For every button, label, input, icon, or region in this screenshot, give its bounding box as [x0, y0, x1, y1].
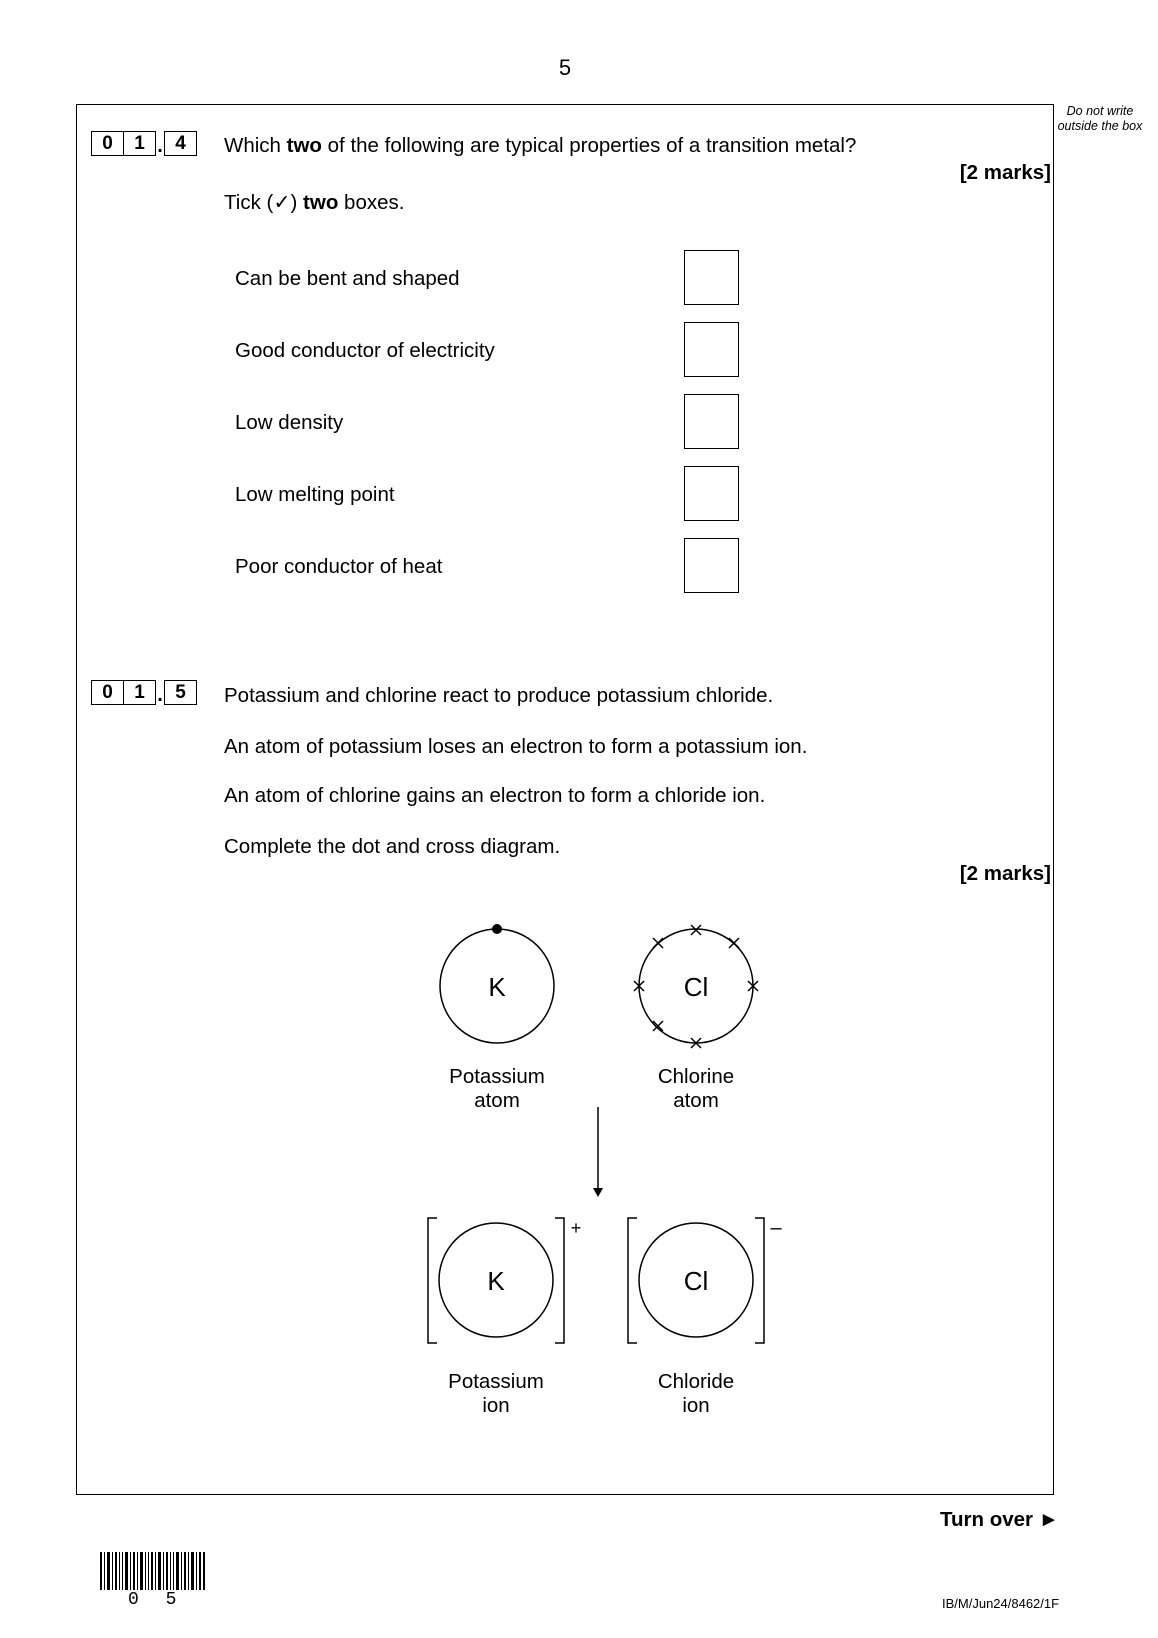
potassium-atom-label: atom — [474, 1089, 520, 1112]
option-label: Poor conductor of heat — [235, 555, 443, 578]
question-stem: Which two of the following are typical properties of a transition metal? — [224, 134, 857, 157]
barcode-number: 0 5 — [128, 1590, 185, 1610]
chloride-ion-label: ion — [682, 1394, 710, 1417]
potassium-atom-label: Potassium — [449, 1065, 545, 1088]
option-label: Good conductor of electricity — [235, 339, 495, 362]
question-digit: 1 — [123, 131, 155, 156]
question-number-01-5: 0 1 . 5 — [91, 680, 197, 705]
chloride-ion-label: Chloride — [657, 1370, 735, 1393]
option-label: Low density — [235, 411, 344, 434]
question-digit: 0 — [102, 132, 113, 154]
question-digit: 1 — [123, 680, 155, 705]
question-text-line: An atom of chlorine gains an electron to form a chloride ion. — [224, 784, 766, 807]
chlorine-atom-label: Chlorine — [657, 1065, 735, 1088]
barcode — [100, 1552, 206, 1590]
marks-label: [2 marks] — [959, 161, 1051, 184]
page-number: 5 — [558, 55, 572, 80]
question-instruction: Tick (✓) two boxes. — [224, 191, 405, 214]
potassium-ion-left-bracket — [428, 1218, 437, 1343]
chloride-ion-left-bracket — [628, 1218, 637, 1343]
turn-over-label: Turn over ► — [940, 1508, 1060, 1531]
chloride-ion-symbol: Cl — [683, 1266, 709, 1296]
marks-label: [2 marks] — [959, 862, 1051, 885]
chlorine-atom-label: atom — [673, 1089, 719, 1112]
potassium-atom-symbol: K — [488, 972, 506, 1002]
question-text-line: Potassium and chlorine react to produce potassium chloride. — [224, 684, 774, 707]
chloride-ion-charge: – — [770, 1217, 782, 1239]
chloride-ion-right-bracket — [755, 1218, 764, 1343]
question-digit: 0 — [102, 681, 113, 703]
chlorine-atom-symbol: Cl — [683, 972, 709, 1002]
potassium-ion-label: ion — [482, 1394, 510, 1417]
paper-reference-code: IB/M/Jun24/8462/1F — [942, 1596, 1060, 1611]
question-text-line: An atom of potassium loses an electron to form a potassium ion. — [224, 735, 808, 758]
potassium-ion-charge: + — [570, 1218, 582, 1238]
question-number-01-4: 0 1 . 4 — [91, 131, 197, 156]
potassium-ion-label: Potassium — [448, 1370, 544, 1393]
potassium-electron-dot — [492, 924, 502, 934]
margin-note: Do not write outside the box — [1057, 104, 1143, 133]
question-subpart: 5 — [164, 680, 197, 705]
option-label: Low melting point — [235, 483, 395, 506]
arrow-head — [593, 1188, 603, 1197]
potassium-ion-symbol: K — [487, 1266, 505, 1296]
potassium-ion-right-bracket — [555, 1218, 564, 1343]
question-subpart: 4 — [164, 131, 197, 156]
question-text-line: Complete the dot and cross diagram. — [224, 835, 561, 858]
option-label: Can be bent and shaped — [235, 267, 460, 290]
